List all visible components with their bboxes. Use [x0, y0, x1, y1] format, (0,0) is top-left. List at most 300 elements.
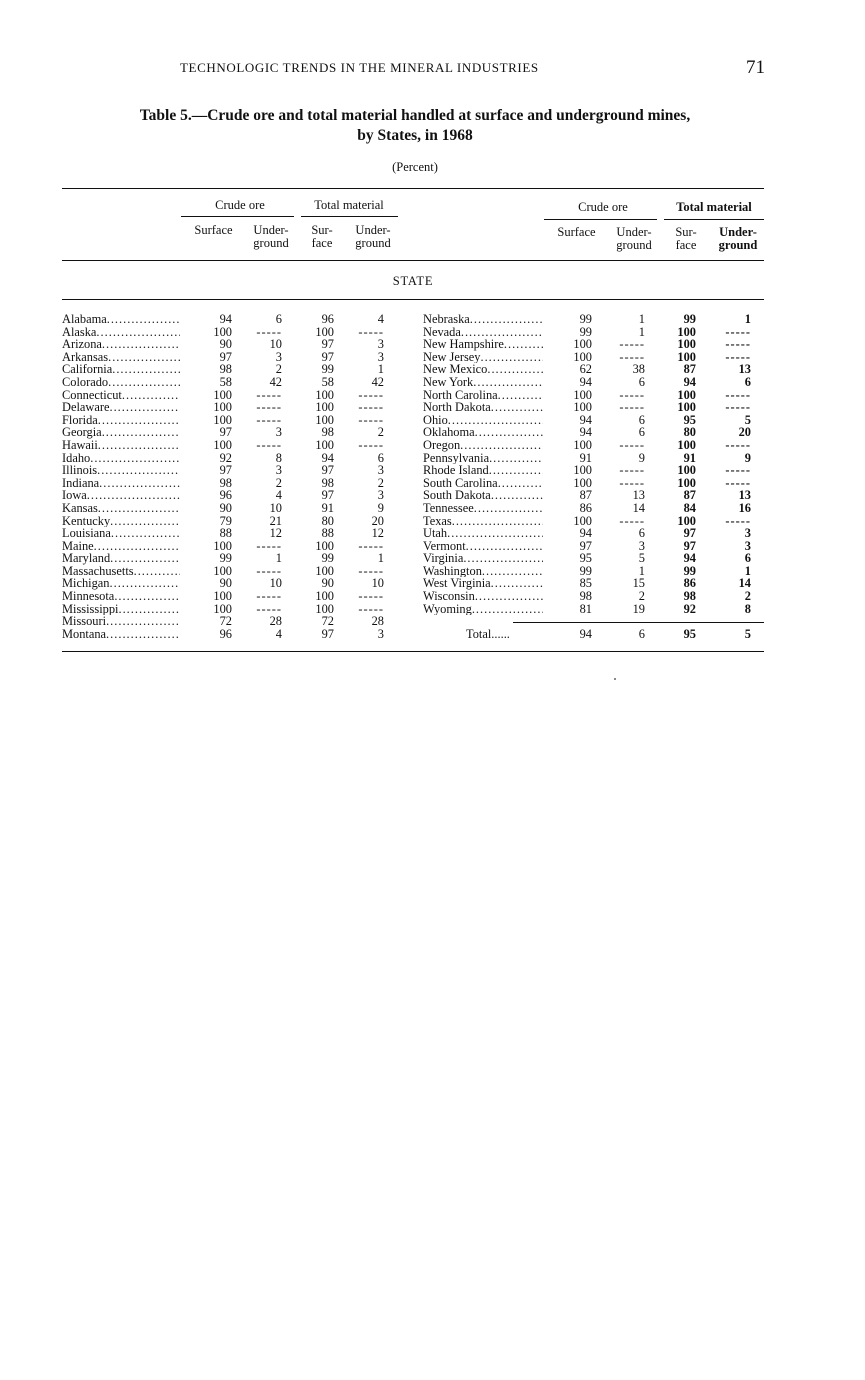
ore-surface: 99 [219, 551, 232, 566]
tm-underground: 3 [744, 526, 751, 541]
right-header-crude-ore-rule [544, 219, 657, 220]
ore-surface: 100 [573, 475, 592, 490]
ore-surface: 98 [219, 362, 232, 377]
ore-surface: 98 [579, 589, 592, 604]
header-ground: ground [253, 236, 289, 250]
table-row [0, 577, 865, 590]
ore-surface: 95 [579, 551, 592, 566]
state-name: Iowa ..... [62, 489, 180, 502]
ore-surface: 96 [219, 488, 232, 503]
state-name: Wyoming ..... [423, 603, 543, 616]
tm-surface: 97 [321, 337, 334, 352]
ore-underground: 2 [638, 589, 645, 604]
state-name: North Carolina ..... [423, 389, 543, 402]
total-tm-underground: 5 [744, 627, 751, 641]
header-ground: ground [355, 236, 391, 250]
ore-underground: ----- [619, 475, 645, 490]
state-name: Colorado ..... [62, 376, 180, 389]
header-sur: Sur- [311, 223, 333, 237]
header-ground: ground [616, 238, 652, 252]
ore-underground: 19 [632, 601, 645, 616]
table-title-line-2: by States, in 1968 [357, 127, 473, 144]
state-name: Oklahoma ..... [423, 426, 543, 439]
tm-surface: 94 [321, 450, 334, 465]
state-name: Arizona ..... [62, 338, 180, 351]
tm-underground: 13 [738, 362, 751, 377]
ore-underground: ----- [256, 538, 282, 553]
ore-surface: 100 [213, 563, 232, 578]
tm-surface: 84 [683, 500, 696, 515]
left-header-total-material-rule [301, 216, 398, 217]
ore-surface: 99 [579, 312, 592, 326]
tm-underground: 14 [738, 576, 751, 591]
ore-underground: ----- [256, 400, 282, 415]
table-row [0, 502, 865, 515]
tm-surface: 100 [315, 412, 334, 427]
header-face: face [311, 236, 333, 250]
tm-underground: ----- [358, 437, 384, 452]
state-name: Arkansas ..... [62, 351, 180, 364]
ore-surface: 100 [573, 463, 592, 478]
table-row [0, 464, 865, 477]
tm-underground: 20 [738, 425, 751, 440]
state-name: Massachusetts ..... [62, 565, 180, 578]
ore-underground: 4 [275, 626, 282, 641]
tm-underground: 20 [371, 513, 384, 528]
ore-underground: ----- [256, 589, 282, 604]
ore-underground: 10 [269, 500, 282, 515]
ore-underground: ----- [256, 324, 282, 339]
state-name: Tennessee ..... [423, 502, 543, 515]
tm-surface: 100 [677, 463, 696, 478]
tm-surface: 94 [683, 374, 696, 389]
header-bottom-rule [62, 260, 764, 261]
tm-underground: 28 [371, 614, 384, 629]
tm-surface: 100 [677, 437, 696, 452]
tm-underground: 1 [377, 362, 384, 377]
ore-underground: 13 [632, 488, 645, 503]
tm-underground: ----- [725, 400, 751, 415]
table-unit: (Percent) [392, 160, 438, 174]
state-name: Vermont ..... [423, 540, 543, 553]
left-header-crude-ore-rule [181, 216, 294, 217]
ore-underground: 42 [269, 374, 282, 389]
table-row [0, 351, 865, 364]
tm-underground: 3 [377, 463, 384, 478]
tm-underground: 5 [744, 412, 751, 427]
ore-surface: 100 [573, 513, 592, 528]
tm-surface: 100 [315, 387, 334, 402]
right-header-total-material: Total material [676, 200, 752, 214]
table-row [0, 363, 865, 376]
state-name: Maryland ..... [62, 552, 180, 565]
ore-surface: 100 [213, 324, 232, 339]
tm-surface: 100 [677, 324, 696, 339]
ore-underground: 5 [638, 551, 645, 566]
ore-underground: 6 [638, 526, 645, 541]
tm-surface: 97 [321, 349, 334, 364]
table-row [0, 615, 420, 628]
ore-underground: 38 [632, 362, 645, 377]
header-face: face [675, 238, 697, 252]
section-rule [62, 299, 764, 300]
ore-underground: ----- [619, 463, 645, 478]
total-label [466, 627, 510, 642]
table-row [0, 565, 865, 578]
tm-surface: 72 [321, 614, 334, 629]
tm-underground: 6 [744, 374, 751, 389]
ore-underground: ----- [256, 601, 282, 616]
ore-surface: 100 [573, 400, 592, 415]
state-name: Rhode Island ..... [423, 464, 543, 477]
tm-underground: 16 [738, 500, 751, 515]
ore-surface: 87 [579, 488, 592, 503]
table-row [0, 376, 865, 389]
ore-surface: 100 [573, 437, 592, 452]
ore-surface: 97 [579, 538, 592, 553]
ore-surface: 90 [219, 500, 232, 515]
ore-surface: 99 [579, 324, 592, 339]
header-ground: ground [718, 238, 758, 252]
ore-underground: 4 [275, 488, 282, 503]
state-name: Utah ..... [423, 527, 543, 540]
state-name: Idaho ..... [62, 452, 180, 465]
table-row [0, 477, 865, 490]
tm-underground: ----- [725, 463, 751, 478]
ore-surface: 97 [219, 463, 232, 478]
state-name: New York ..... [423, 376, 543, 389]
ore-surface: 58 [219, 374, 232, 389]
table-row [0, 540, 865, 553]
state-name: Pennsylvania ..... [423, 452, 543, 465]
table-row [0, 552, 865, 565]
state-name: North Dakota ..... [423, 401, 543, 414]
ore-surface: 100 [573, 337, 592, 352]
tm-surface: 88 [321, 526, 334, 541]
tm-surface: 99 [683, 312, 696, 326]
state-name: Washington ..... [423, 565, 543, 578]
ore-underground: ----- [256, 437, 282, 452]
tm-surface: 100 [677, 349, 696, 364]
total-row [0, 627, 865, 641]
ore-underground: 3 [275, 425, 282, 440]
ore-underground: 10 [269, 337, 282, 352]
tm-underground: ----- [358, 538, 384, 553]
ore-underground: ----- [619, 387, 645, 402]
page-number: 71 [746, 57, 765, 78]
tm-surface: 92 [683, 601, 696, 616]
left-header-tm-underground [346, 224, 400, 250]
ore-surface: 99 [579, 563, 592, 578]
left-header-tm-surface [300, 224, 344, 250]
header-under: Under- [616, 225, 652, 239]
ore-surface: 81 [579, 601, 592, 616]
state-name: Connecticut ..... [62, 389, 180, 402]
state-name: West Virginia ..... [423, 577, 543, 590]
ore-underground: 12 [269, 526, 282, 541]
state-name: Nebraska ..... [423, 313, 543, 326]
ore-surface: 96 [219, 626, 232, 641]
state-name: Wisconsin ..... [423, 590, 543, 603]
ore-underground: 3 [638, 538, 645, 553]
state-name: Minnesota ..... [62, 590, 180, 603]
section-label: STATE [392, 274, 434, 288]
header-under: Under- [253, 223, 289, 237]
ore-surface: 90 [219, 337, 232, 352]
tm-underground: 3 [744, 538, 751, 553]
ore-surface: 100 [213, 601, 232, 616]
tm-surface: 86 [683, 576, 696, 591]
right-header-ore-underground [607, 226, 661, 252]
tm-surface: 80 [683, 425, 696, 440]
state-name: Florida ..... [62, 414, 180, 427]
ore-underground: 2 [275, 362, 282, 377]
state-name: Kansas ..... [62, 502, 180, 515]
state-name: Nevada ..... [423, 326, 543, 339]
tm-underground: 1 [744, 563, 751, 578]
right-header-tm-surface [664, 226, 708, 252]
ore-underground: 15 [632, 576, 645, 591]
table-row [0, 338, 865, 351]
table-row [0, 489, 865, 502]
right-header-total-material-rule [664, 219, 764, 220]
tm-underground: ----- [725, 513, 751, 528]
ore-surface: 85 [579, 576, 592, 591]
ore-surface: 92 [219, 450, 232, 465]
ore-surface: 100 [213, 412, 232, 427]
tm-underground: ----- [358, 563, 384, 578]
tm-surface: 100 [677, 513, 696, 528]
ore-surface: 72 [219, 614, 232, 629]
tm-surface: 99 [683, 563, 696, 578]
ore-underground: 1 [638, 312, 645, 326]
ore-underground: ----- [619, 437, 645, 452]
state-name: New Mexico ..... [423, 363, 543, 376]
state-name: Alabama ..... [62, 313, 180, 326]
state-name: New Hampshire ..... [423, 338, 543, 351]
ore-surface: 79 [219, 513, 232, 528]
ore-underground: ----- [256, 563, 282, 578]
ore-underground: ----- [619, 400, 645, 415]
running-head: TECHNOLOGIC TRENDS IN THE MINERAL INDUSTRIES [180, 60, 539, 75]
tm-underground: ----- [358, 324, 384, 339]
state-name: Kentucky ..... [62, 515, 180, 528]
state-name: Mississippi ..... [62, 603, 180, 616]
right-header-crude-ore: Crude ore [578, 200, 628, 214]
ore-surface: 94 [579, 374, 592, 389]
tm-surface: 97 [683, 526, 696, 541]
table-row [0, 414, 865, 427]
state-name: Alaska ..... [62, 326, 180, 339]
ore-underground: 6 [275, 312, 282, 326]
left-header-total-material: Total material [314, 198, 384, 212]
tm-surface: 91 [683, 450, 696, 465]
table-row [0, 515, 865, 528]
tm-underground: ----- [358, 601, 384, 616]
state-name: Michigan ..... [62, 577, 180, 590]
header-sur: Sur- [675, 225, 697, 239]
tm-surface: 99 [321, 551, 334, 566]
tm-surface: 98 [321, 475, 334, 490]
ore-surface: 94 [579, 526, 592, 541]
table-row [0, 313, 865, 326]
tm-underground: ----- [725, 437, 751, 452]
ore-surface: 88 [219, 526, 232, 541]
tm-underground: 8 [744, 601, 751, 616]
ore-surface: 94 [219, 312, 232, 326]
tm-surface: 98 [683, 589, 696, 604]
tm-underground: ----- [358, 387, 384, 402]
ore-underground: 6 [638, 425, 645, 440]
ore-underground: 6 [638, 374, 645, 389]
bottom-rule [62, 651, 764, 652]
tm-surface: 80 [321, 513, 334, 528]
ore-underground: 6 [638, 412, 645, 427]
total-label-text: Total [466, 627, 492, 641]
left-header-ore-underground [244, 224, 298, 250]
total-leader: ...... [491, 627, 510, 641]
ore-underground: 9 [638, 450, 645, 465]
ore-underground: 3 [275, 349, 282, 364]
tm-underground: 12 [371, 526, 384, 541]
tm-underground: ----- [358, 412, 384, 427]
tm-surface: 100 [677, 475, 696, 490]
ore-underground: 14 [632, 500, 645, 515]
tm-underground: 10 [371, 576, 384, 591]
table-row [0, 590, 865, 603]
table-row [0, 603, 865, 616]
state-name: Virginia ..... [423, 552, 543, 565]
tm-surface: 99 [321, 362, 334, 377]
tm-surface: 100 [677, 400, 696, 415]
ore-underground: 10 [269, 576, 282, 591]
tm-surface: 90 [321, 576, 334, 591]
right-table-body [0, 313, 865, 615]
tm-underground: ----- [725, 349, 751, 364]
tm-surface: 100 [315, 589, 334, 604]
tm-underground: 4 [377, 312, 384, 326]
tm-underground: 3 [377, 349, 384, 364]
ore-underground: 1 [275, 551, 282, 566]
state-name: Montana ..... [62, 628, 180, 641]
ore-underground: 1 [638, 563, 645, 578]
tm-underground: ----- [358, 589, 384, 604]
ore-surface: 62 [579, 362, 592, 377]
table-row [0, 439, 865, 452]
tm-underground: ----- [725, 475, 751, 490]
tm-surface: 97 [321, 626, 334, 641]
ore-surface: 94 [579, 412, 592, 427]
tm-underground: 1 [744, 312, 751, 326]
print-speck [614, 678, 616, 680]
ore-surface: 100 [213, 589, 232, 604]
tm-surface: 97 [321, 463, 334, 478]
ore-underground: 1 [638, 324, 645, 339]
tm-surface: 100 [315, 400, 334, 415]
tm-surface: 100 [677, 337, 696, 352]
tm-surface: 100 [315, 601, 334, 616]
state-name: South Carolina ..... [423, 477, 543, 490]
right-header-tm-underground [711, 226, 765, 252]
tm-underground: 3 [377, 337, 384, 352]
tm-surface: 96 [321, 312, 334, 326]
tm-surface: 100 [677, 387, 696, 402]
tm-underground: 13 [738, 488, 751, 503]
ore-surface: 86 [579, 500, 592, 515]
table-title [40, 106, 790, 146]
ore-surface: 100 [573, 349, 592, 364]
state-name: Louisiana ..... [62, 527, 180, 540]
header-under: Under- [719, 225, 757, 239]
ore-surface: 91 [579, 450, 592, 465]
tm-surface: 87 [683, 362, 696, 377]
ore-surface: 100 [213, 400, 232, 415]
ore-underground: ----- [256, 387, 282, 402]
state-name: Delaware ..... [62, 401, 180, 414]
state-name: Texas ..... [423, 515, 543, 528]
ore-surface: 90 [219, 576, 232, 591]
left-header-ore-surface: Surface [194, 223, 233, 237]
ore-surface: 100 [213, 437, 232, 452]
tm-surface: 97 [321, 488, 334, 503]
tm-surface: 100 [315, 538, 334, 553]
state-name: South Dakota ..... [423, 489, 543, 502]
tm-underground: 2 [744, 589, 751, 604]
tm-underground: 6 [744, 551, 751, 566]
tm-underground: ----- [358, 400, 384, 415]
state-name: New Jersey ..... [423, 351, 543, 364]
ore-surface: 98 [219, 475, 232, 490]
ore-underground: ----- [619, 337, 645, 352]
ore-surface: 100 [573, 387, 592, 402]
tm-underground: 9 [744, 450, 751, 465]
tm-surface: 94 [683, 551, 696, 566]
state-name: Illinois ..... [62, 464, 180, 477]
tm-surface: 100 [315, 324, 334, 339]
ore-underground: ----- [619, 513, 645, 528]
tm-surface: 100 [315, 563, 334, 578]
state-name: Maine ..... [62, 540, 180, 553]
tm-surface: 95 [683, 412, 696, 427]
ore-surface: 94 [579, 425, 592, 440]
total-ore-underground: 6 [638, 627, 645, 641]
ore-underground: ----- [256, 412, 282, 427]
state-name: Missouri ..... [62, 615, 180, 628]
tm-underground: ----- [725, 387, 751, 402]
total-tm-surface: 95 [683, 627, 696, 641]
ore-surface: 100 [213, 387, 232, 402]
tm-underground: 6 [377, 450, 384, 465]
ore-underground: 8 [275, 450, 282, 465]
tm-surface: 91 [321, 500, 334, 515]
left-header-crude-ore: Crude ore [215, 198, 265, 212]
tm-surface: 97 [683, 538, 696, 553]
table-row [0, 401, 865, 414]
ore-surface: 97 [219, 425, 232, 440]
ore-underground: 28 [269, 614, 282, 629]
tm-surface: 100 [315, 437, 334, 452]
tm-underground: 2 [377, 475, 384, 490]
tm-underground: 9 [377, 500, 384, 515]
right-header-ore-surface: Surface [557, 225, 596, 239]
table-row [0, 527, 865, 540]
state-name: Indiana ..... [62, 477, 180, 490]
state-name: Hawaii ..... [62, 439, 180, 452]
tm-surface: 98 [321, 425, 334, 440]
table-title-line-1: Table 5.—Crude ore and total material handled at surface and underground mines, [139, 107, 691, 124]
ore-underground: 21 [269, 513, 282, 528]
tm-underground: 42 [371, 374, 384, 389]
